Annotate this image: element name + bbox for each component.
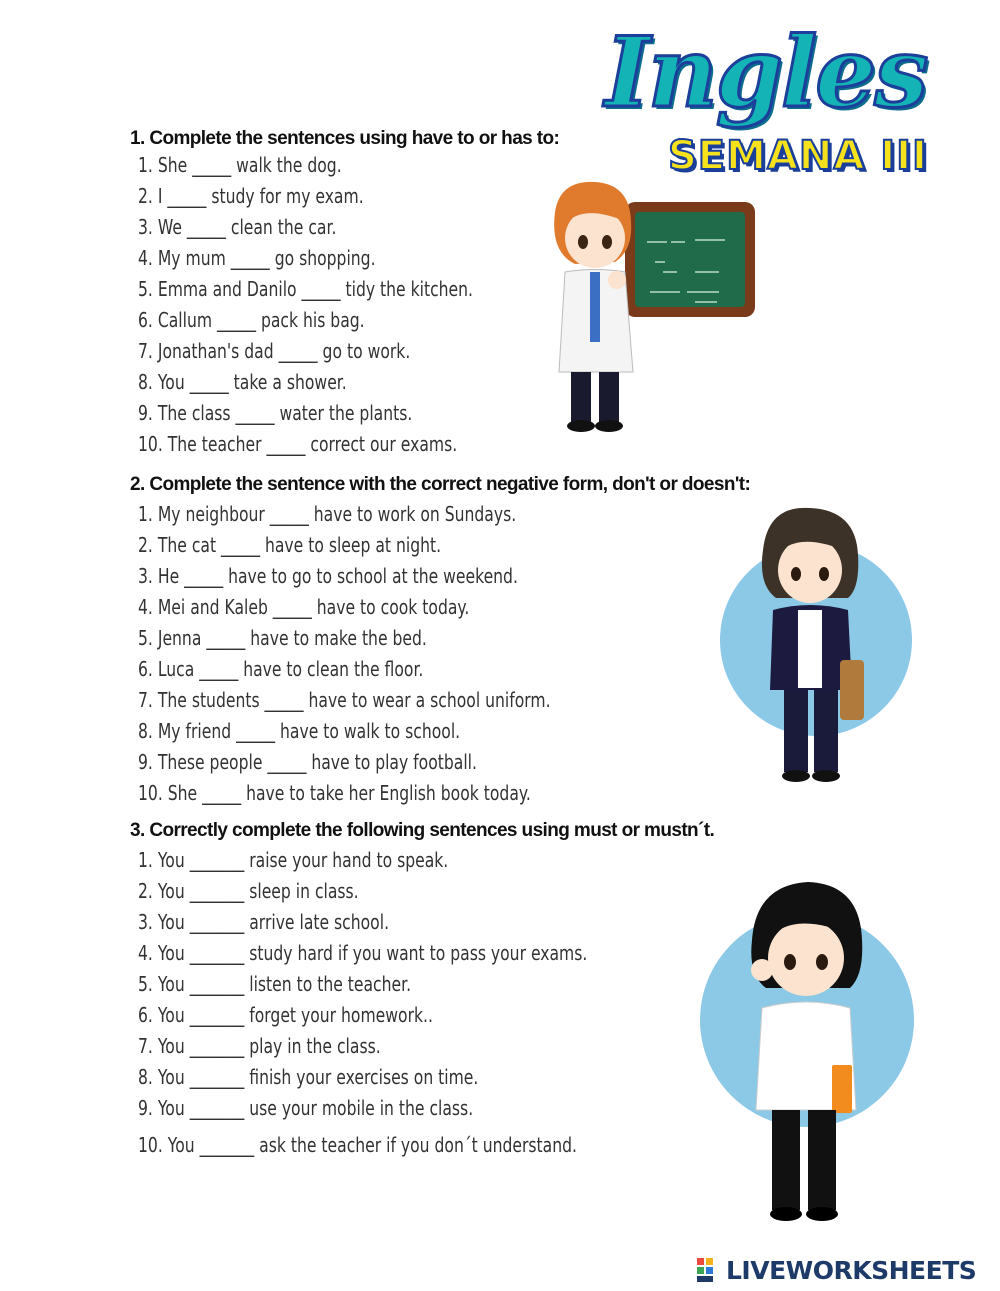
chalkboard: [635, 212, 745, 307]
face: [778, 537, 842, 603]
scientist-chalkboard-illustration: [535, 172, 765, 434]
leg-right: [808, 1110, 836, 1210]
list-item: 3. We _____ clean the car.: [138, 215, 337, 239]
leg-right: [814, 690, 838, 772]
bag: [840, 660, 864, 720]
liveworksheets-brand: LIVEWORKSHEETS: [726, 1255, 977, 1285]
list-item: 1. She _____ walk the dog.: [138, 153, 342, 177]
list-item: 1. You _______ raise your hand to speak.: [138, 848, 449, 872]
list-item: 3. You _______ arrive late school.: [138, 910, 390, 934]
boy-with-book-illustration: [700, 870, 915, 1230]
leg-right: [599, 372, 619, 422]
section-1-list: [138, 150, 568, 460]
leg-left: [772, 1110, 800, 1210]
list-item: 9. These people _____ have to play football.: [138, 750, 477, 774]
list-item: 8. My friend _____ have to walk to school.: [138, 719, 461, 743]
list-item: 5. Jenna _____ have to make the bed.: [138, 626, 427, 650]
leg-left: [571, 372, 591, 422]
section-1-heading: 1. Complete the sentences using have to or has to:: [130, 128, 560, 149]
list-item: 4. You _______ study hard if you want to pass your exams.: [138, 941, 588, 965]
list-item: 10. You _______ ask the teacher if you don´t understand.: [138, 1133, 577, 1157]
list-item: 4. Mei and Kaleb _____ have to cook today.: [138, 595, 470, 619]
list-item: 2. You _______ sleep in class.: [138, 879, 359, 903]
list-item: 2. The cat _____ have to sleep at night.: [138, 533, 442, 557]
liveworksheets-logo: [697, 1255, 976, 1285]
list-item: 5. Emma and Danilo _____ tidy the kitchen.: [138, 277, 474, 301]
section-2-list: [138, 499, 667, 809]
list-item: 10. The teacher _____ correct our exams.: [138, 432, 458, 456]
list-item: 1. My neighbour _____ have to work on Sundays.: [138, 502, 517, 526]
list-item: 7. You _______ play in the class.: [138, 1034, 381, 1058]
list-item: 6. Callum _____ pack his bag.: [138, 308, 365, 332]
list-item: 10. She _____ have to take her English book today.: [138, 781, 531, 805]
list-item: 4. My mum _____ go shopping.: [138, 246, 376, 270]
list-item: 5. You _______ listen to the teacher.: [138, 972, 412, 996]
worksheet-title: Ingles: [605, 16, 927, 129]
book: [832, 1065, 852, 1113]
list-item: 7. The students _____ have to wear a school uniform.: [138, 688, 551, 712]
section-2-heading: 2. Complete the sentence with the correct negative form, don't or doesn't:: [130, 474, 751, 495]
list-item: 8. You _______ finish your exercises on time.: [138, 1065, 479, 1089]
list-item: 9. You _______ use your mobile in the class.: [138, 1096, 474, 1120]
list-item: 2. I _____ study for my exam.: [138, 184, 364, 208]
list-item: 8. You _____ take a shower.: [138, 370, 347, 394]
list-item: 6. You _______ forget your homework..: [138, 1003, 433, 1027]
list-item: 7. Jonathan's dad _____ go to work.: [138, 339, 411, 363]
student-with-bag-illustration: [718, 500, 918, 790]
section-3-list: [138, 845, 714, 1161]
hand: [608, 271, 626, 289]
liveworksheets-mark-icon: [697, 1258, 723, 1282]
list-item: 3. He _____ have to go to school at the weekend.: [138, 564, 518, 588]
list-item: 6. Luca _____ have to clean the floor.: [138, 657, 424, 681]
section-3-heading: 3. Correctly complete the following sentences using must or mustn´t.: [130, 820, 715, 841]
leg-left: [784, 690, 808, 772]
list-item: 9. The class _____ water the plants.: [138, 401, 413, 425]
face: [768, 920, 844, 996]
week-badge: SEMANA III: [668, 133, 928, 179]
hand-raised: [751, 959, 773, 981]
shirt: [798, 610, 822, 688]
